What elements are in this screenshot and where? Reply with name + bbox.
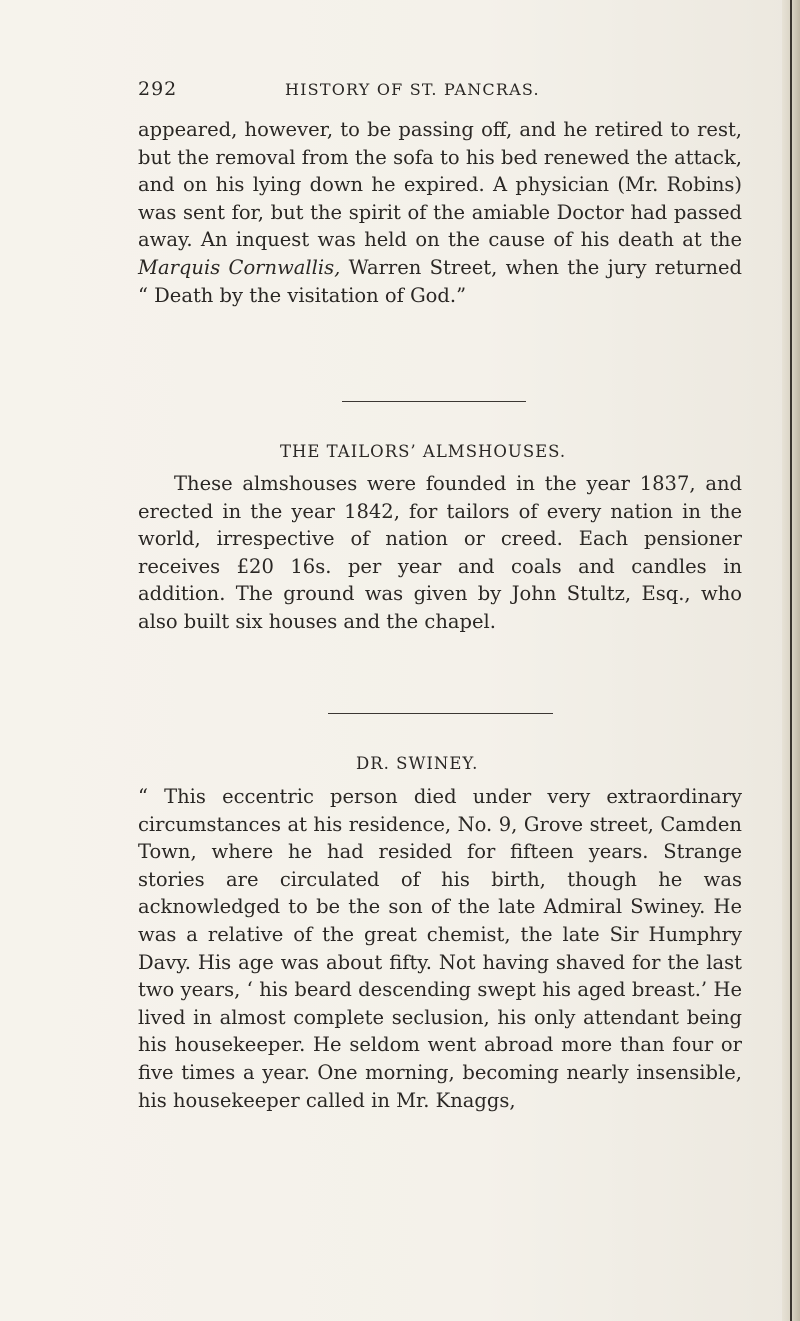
page-number: 292 [138,78,178,100]
paragraph-text: These almshouses were founded in the year 1837, and erected in the year 1842, for tailors of every nation in the world, irrespective of nation or creed. Each pensioner receives £20 16s. per year and coals and candles in addition. The ground was given by John Stultz, Esq., who also built six houses and the chapel. [138,472,742,633]
section-tailors-body [138,470,742,636]
paragraph-text [138,116,742,309]
paragraph-text-a: appeared, however, to be passing off, and he retired to rest, but the removal from the sofa to his bed renewed the attack, and on his lying down he expired. A physician (Mr. Robins) was sent for, but the spirit of the amiable Doctor had passed away. An inquest was held on the cause of his death at the [138,118,742,252]
section-divider [328,713,553,714]
section-swiney-body [138,783,742,1114]
paragraph-continuation [138,116,742,309]
page-header [138,78,738,102]
paragraph-text: “ This eccentric person died under very extraordinary circumstances at his residence, No. 9, Grove street, Camden Town, where he had resided for fifteen years. Strange stories are circulated of his birth, though he was acknowledged to be the son of the late Admiral Swiney. He was a relative of the great chemist, the late Sir Humphry Davy. His age was about fifty. Not having shaved for the last two years, ‘ his beard descending swept his aged breast.’ He lived in almost complete seclusion, his only attendant being his housekeeper. He seldom went abroad more than four or five times a year. One morning, becoming nearly insensible, his housekeeper called in Mr. Knaggs, [138,785,742,1112]
inn-name-italic: Marquis Cornwallis, [138,255,341,279]
section-divider [342,401,526,402]
running-title: HISTORY OF ST. PANCRAS. [285,80,540,99]
section-heading-swiney: DR. SWINEY. [356,754,479,773]
section-heading-tailors: THE TAILORS’ ALMSHOUSES. [280,442,567,461]
binding-edge-line [790,0,792,1321]
paragraph-text-b: Warren Street, when the jury returned “ Death by the visitation of God.” [138,255,742,307]
